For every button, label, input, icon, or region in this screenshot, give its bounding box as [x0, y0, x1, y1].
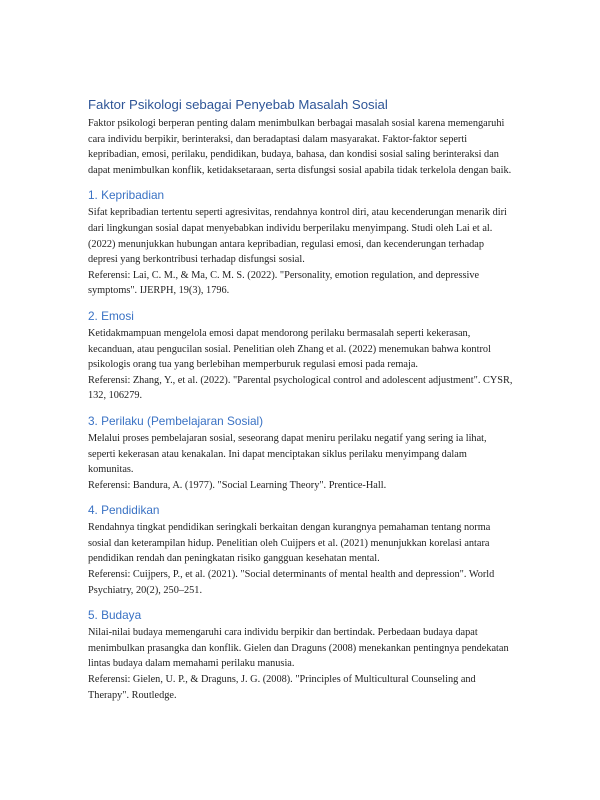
section-body: Nilai-nilai budaya memengaruhi cara individu berpikir dan bertindak. Perbedaan budaya dapat menimbulkan prasangka dan konflik. Gielen dan Draguns (2008) menekankan pentingnya pendekatan lintas budaya dalam memahami perilaku manusia. [88, 627, 509, 670]
intro-paragraph: Faktor psikologi berperan penting dalam menimbulkan berbagai masalah sosial karena memengaruhi cara individu berpikir, berinteraksi, dan beradaptasi dalam masyarakat. Faktor-faktor seperti kepribadian, emosi, perilaku, pendidikan, budaya, bahasa, dan kondisi sosial saling berinteraksi dan dapat menimbulkan konflik, ketidaksetaraan, serta disfungsi sosial apabila tidak terkelola dengan baik. [88, 118, 512, 176]
section-body: Ketidakmampuan mengelola emosi dapat mendorong perilaku bermasalah seperti kekerasan, kecanduan, atau pengucilan sosial. Penelitian oleh Zhang et al. (2022) menemukan bahwa kontrol psikologis orang tua yang berlebihan memperburuk regulasi emosi pada remaja. [88, 327, 491, 371]
section-heading: 5. Budaya [88, 608, 142, 623]
section-heading: 4. Pendidikan [88, 503, 160, 518]
document-page [88, 97, 513, 703]
section-heading: 3. Perilaku (Pembelajaran Sosial) [88, 413, 264, 428]
section-reference: Referensi: Zhang, Y., et al. (2022). "Parental psychological control and adolescent adjustment". CYSR, 132, 106279. [88, 374, 513, 402]
section-reference: Referensi: Cuijpers, P., et al. (2021). "Social determinants of mental health and depression". World Psychiatry, 20(2), 250–251. [88, 569, 495, 596]
section-body: Sifat kepribadian tertentu seperti agresivitas, rendahnya kontrol diri, atau kecenderungan menarik diri dari lingkungan sosial dapat menyebabkan individu berperilaku menyimpang. Studi oleh Lai et al. (2022) menunjukkan hubungan antara kepribadian, regulasi emosi, dan kecenderungan terhadap depresi yang berkontribusi terhadap disfungsi sosial. [88, 207, 507, 266]
section-reference: Referensi: Gielen, U. P., & Draguns, J. G. (2008). "Principles of Multicultural Counseling and Therapy". Routledge. [88, 674, 476, 701]
section-body: Rendahnya tingkat pendidikan seringkali berkaitan dengan kurangnya pemahaman tentang norma sosial dan keterampilan hidup. Penelitian oleh Cuijpers et al. (2021) menunjukkan korelasi antara pendidikan rendah dan peningkatan risiko gangguan kesehatan mental. [88, 522, 491, 565]
section-reference: Referensi: Bandura, A. (1977). "Social Learning Theory". Prentice-Hall. [88, 479, 387, 491]
section-heading: 1. Kepribadian [88, 188, 165, 203]
section-perilaku [88, 414, 513, 493]
section-kepribadian [88, 188, 513, 299]
section-body: Melalui proses pembelajaran sosial, seseorang dapat meniru perilaku negatif yang sering ia lihat, seperti kekerasan atau kenakalan. Ini dapat menciptakan siklus perilaku menyimpang dalam komunitas. [88, 432, 487, 476]
section-pendidikan [88, 503, 513, 598]
document-title: Faktor Psikologi sebagai Penyebab Masalah Sosial [88, 97, 388, 112]
section-budaya [88, 608, 513, 703]
section-emosi [88, 309, 513, 404]
section-heading: 2. Emosi [88, 308, 134, 323]
section-reference: Referensi: Lai, C. M., & Ma, C. M. S. (2022). "Personality, emotion regulation, and depressive symptoms". IJERPH, 19(3), 1796. [88, 269, 480, 297]
